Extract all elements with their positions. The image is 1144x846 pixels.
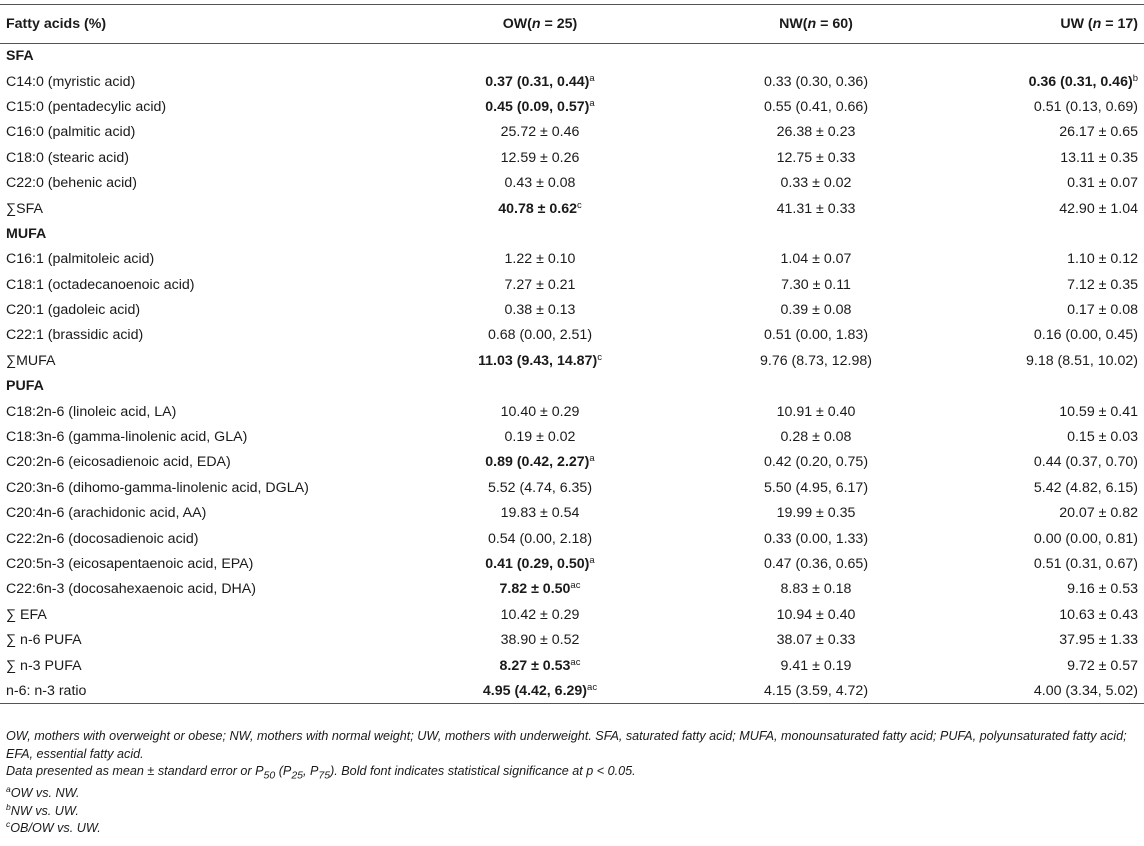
- table-row: [0, 170, 1144, 195]
- nw-value: 0.33 (0.30, 0.36): [763, 73, 869, 90]
- ow-value: 4.95 (4.42, 6.29)$^{ac}$: [482, 681, 598, 699]
- uw-value: 9.16 ± 0.53: [1067, 581, 1138, 598]
- nw-value: 12.75 ± 0.33: [776, 149, 856, 166]
- uw-value: 10.59 ± 0.41: [1059, 403, 1138, 420]
- group-label: SFA: [6, 48, 34, 65]
- fatty-acid-name: C22:6n-3 (docosahexaenoic acid, DHA): [6, 581, 256, 598]
- uw-value: 0.31 ± 0.07: [1067, 175, 1138, 192]
- data-note: Data presented as mean ± standard error or $P_{50}$ ($P_{25}$, $P_{75}$). Bold font indicates statistical significance at p < 0.05.: [6, 764, 636, 782]
- ow-value: 0.19 ± 0.02: [504, 429, 576, 446]
- ow-value: 0.45 (0.09, 0.57)$^a$: [485, 97, 595, 115]
- nw-value: 9.76 (8.73, 12.98): [759, 352, 872, 369]
- ow-value: 38.90 ± 0.52: [500, 632, 580, 649]
- fatty-acid-name: C22:0 (behenic acid): [6, 175, 137, 192]
- header-fatty-acids: Fatty acids (%): [6, 16, 107, 32]
- table-row: [0, 323, 1144, 348]
- fatty-acid-name: C16:1 (palmitoleic acid): [6, 251, 155, 268]
- uw-value: 0.15 ± 0.03: [1067, 429, 1138, 446]
- ow-value: 7.82 ± 0.50$^{ac}$: [499, 580, 581, 598]
- nw-value: 38.07 ± 0.33: [776, 632, 856, 649]
- fatty-acid-name: C18:2n-6 (linoleic acid, LA): [6, 403, 177, 420]
- nw-value: 8.83 ± 0.18: [780, 581, 852, 598]
- fatty-acid-name: C20:1 (gadoleic acid): [6, 302, 141, 319]
- header-uw: UW (n = 17): [1060, 16, 1138, 32]
- uw-value: 37.95 ± 1.33: [1059, 632, 1138, 649]
- group-row: [0, 221, 1144, 246]
- nw-value: 1.04 ± 0.07: [780, 251, 852, 268]
- uw-value: 10.63 ± 0.43: [1059, 606, 1138, 623]
- table-row: [0, 247, 1144, 272]
- uw-value: 0.00 (0.00, 0.81): [1033, 530, 1138, 547]
- table-row: [0, 399, 1144, 424]
- fatty-acid-name: C20:2n-6 (eicosadienoic acid, EDA): [6, 454, 231, 471]
- nw-value: 10.94 ± 0.40: [776, 606, 856, 623]
- uw-value: 20.07 ± 0.82: [1059, 505, 1138, 522]
- table-row: [0, 678, 1144, 703]
- abbreviations-note: OW, mothers with overweight or obese; NW, mothers with normal weight; UW, mothers with underweight. SFA, saturated fatty acid; MUFA, monounsaturated fatty acid; PUFA, polyunsaturated fatty acid; EFA, essential fatty acid.: [6, 729, 1127, 761]
- ow-value: 1.22 ± 0.10: [504, 251, 576, 268]
- footnote-b: $^b$NW vs. UW.: [6, 801, 79, 818]
- fatty-acid-name: ∑ EFA: [6, 606, 47, 623]
- footnote-a: $^a$OW vs. NW.: [6, 784, 80, 801]
- nw-value: 7.30 ± 0.11: [781, 276, 851, 293]
- uw-value: 0.44 (0.37, 0.70): [1033, 454, 1138, 471]
- ow-value: 0.37 (0.31, 0.44)$^a$: [485, 72, 595, 90]
- nw-value: 0.33 (0.00, 1.33): [763, 530, 869, 547]
- header-ow: OW(n = 25): [502, 16, 578, 32]
- ow-value: 8.27 ± 0.53$^{ac}$: [499, 656, 581, 674]
- fatty-acid-name: C20:5n-3 (eicosapentaenoic acid, EPA): [6, 556, 254, 572]
- table-row: [0, 424, 1144, 449]
- uw-value: 0.51 (0.13, 0.69): [1033, 98, 1138, 115]
- uw-value: 13.11 ± 0.35: [1060, 149, 1138, 166]
- uw-value: 4.00 (3.34, 5.02): [1033, 682, 1138, 699]
- ow-value: 10.42 ± 0.29: [500, 606, 580, 623]
- table-row: [0, 272, 1144, 297]
- ow-value: 12.59 ± 0.26: [500, 149, 580, 166]
- table-row: [0, 475, 1144, 500]
- nw-value: 0.39 ± 0.08: [780, 302, 852, 319]
- nw-value: 0.33 ± 0.02: [780, 175, 852, 192]
- group-row: [0, 374, 1144, 399]
- ow-value: 7.27 ± 0.21: [504, 276, 576, 293]
- header-row: [0, 5, 1144, 44]
- nw-value: 0.47 (0.36, 0.65): [763, 556, 869, 572]
- fatty-acid-name: C18:1 (octadecanoenoic acid): [6, 276, 195, 293]
- ow-value: 0.43 ± 0.08: [504, 175, 576, 192]
- nw-value: 9.41 ± 0.19: [780, 657, 852, 674]
- fatty-acid-table: [0, 4, 1144, 704]
- table-notes: [6, 728, 1136, 838]
- fatty-acid-name: C18:0 (stearic acid): [6, 149, 130, 166]
- ow-value: 0.38 ± 0.13: [504, 302, 576, 319]
- ow-value: 25.72 ± 0.46: [500, 124, 580, 141]
- fatty-acid-name: C16:0 (palmitic acid): [6, 124, 136, 141]
- table-row: [0, 297, 1144, 322]
- fatty-acid-name: C22:2n-6 (docosadienoic acid): [6, 530, 199, 547]
- ow-value: 10.40 ± 0.29: [500, 403, 580, 420]
- table-row: [0, 348, 1144, 373]
- fatty-acid-name: C14:0 (myristic acid): [6, 73, 136, 90]
- fatty-acid-name: C22:1 (brassidic acid): [6, 327, 144, 344]
- group-row: [0, 44, 1144, 69]
- nw-value: 5.50 (4.95, 6.17): [763, 479, 869, 496]
- uw-value: 0.36 (0.31, 0.46)$^b$: [1028, 72, 1138, 90]
- ow-value: 40.78 ± 0.62$^c$: [498, 199, 582, 217]
- table-row: [0, 577, 1144, 602]
- table-body: [0, 44, 1144, 704]
- table-row: [0, 551, 1144, 576]
- nw-value: 26.38 ± 0.23: [776, 124, 856, 141]
- nw-value: 0.42 (0.20, 0.75): [763, 454, 869, 471]
- fatty-acid-name: C20:4n-6 (arachidonic acid, AA): [6, 505, 207, 522]
- fatty-acid-name: C15:0 (pentadecylic acid): [6, 98, 167, 115]
- uw-value: 9.72 ± 0.57: [1067, 657, 1138, 674]
- ow-value: 0.89 (0.42, 2.27)$^a$: [485, 453, 595, 471]
- table-row: [0, 94, 1144, 119]
- uw-value: 26.17 ± 0.65: [1059, 124, 1138, 141]
- uw-value: 0.16 (0.00, 0.45): [1033, 327, 1138, 344]
- fatty-acid-name: n-6: n-3 ratio: [6, 682, 87, 699]
- nw-value: 19.99 ± 0.35: [776, 505, 856, 522]
- ow-value: 11.03 (9.43, 14.87)$^c$: [478, 351, 602, 369]
- group-label: PUFA: [6, 378, 44, 395]
- uw-value: 0.51 (0.31, 0.67): [1033, 556, 1138, 572]
- table-row: [0, 196, 1144, 221]
- table-row: [0, 526, 1144, 551]
- nw-value: 41.31 ± 0.33: [776, 200, 856, 217]
- table-row: [0, 653, 1144, 678]
- table-row: [0, 602, 1144, 627]
- table-row: [0, 627, 1144, 652]
- footnote-c: $^c$OB/OW vs. UW.: [6, 819, 101, 836]
- fatty-acid-name: C18:3n-6 (gamma-linolenic acid, GLA): [6, 429, 248, 446]
- table-row: [0, 450, 1144, 475]
- uw-value: 5.42 (4.82, 6.15): [1033, 479, 1138, 496]
- uw-value: 7.12 ± 0.35: [1067, 276, 1138, 293]
- nw-value: 4.15 (3.59, 4.72): [763, 682, 869, 699]
- fatty-acid-name: C20:3n-6 (dihomo-gamma-linolenic acid, DGLA): [6, 479, 309, 496]
- ow-value: 5.52 (4.74, 6.35): [487, 479, 593, 496]
- nw-value: 0.28 ± 0.08: [780, 429, 852, 446]
- fatty-acid-name: ∑ n-3 PUFA: [6, 657, 82, 674]
- ow-value: 19.83 ± 0.54: [500, 505, 580, 522]
- table-row: [0, 69, 1144, 94]
- fatty-acid-name: ∑MUFA: [6, 352, 56, 369]
- uw-value: 0.17 ± 0.08: [1067, 302, 1138, 319]
- nw-value: 10.91 ± 0.40: [776, 403, 856, 420]
- nw-value: 0.51 (0.00, 1.83): [763, 327, 869, 344]
- table-row: [0, 501, 1144, 526]
- fatty-acid-name: ∑SFA: [6, 200, 43, 217]
- uw-value: 9.18 (8.51, 10.02): [1025, 352, 1138, 369]
- ow-value: 0.54 (0.00, 2.18): [487, 530, 593, 547]
- ow-value: 0.41 (0.29, 0.50)$^a$: [485, 555, 595, 572]
- uw-value: 1.10 ± 0.12: [1067, 251, 1138, 268]
- group-label: MUFA: [6, 225, 47, 242]
- ow-value: 0.68 (0.00, 2.51): [487, 327, 593, 344]
- uw-value: 42.90 ± 1.04: [1059, 200, 1138, 217]
- nw-value: 0.55 (0.41, 0.66): [763, 98, 869, 115]
- fatty-acid-name: ∑ n-6 PUFA: [6, 632, 82, 649]
- header-nw: NW(n = 60): [779, 16, 853, 32]
- table-row: [0, 120, 1144, 145]
- table-row: [0, 145, 1144, 170]
